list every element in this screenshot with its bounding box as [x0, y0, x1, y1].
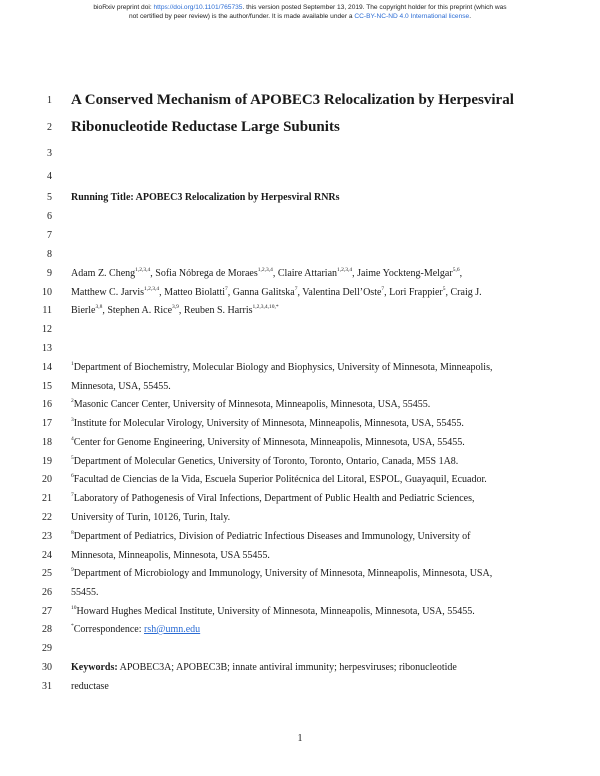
author-affiliation: 3,8: [95, 304, 103, 310]
line-number: 22: [42, 512, 52, 523]
line-number: 28: [42, 624, 52, 635]
paper-title-line-1: A Conserved Mechanism of APOBEC3 Relocalization by Herpesviral: [71, 92, 514, 108]
line-number: 29: [42, 643, 52, 654]
author-affiliation: 7: [381, 286, 385, 292]
author-affiliation: 5,6: [452, 267, 460, 273]
author-name: Adam Z. Cheng: [71, 268, 136, 279]
author-affiliation: 5: [442, 286, 446, 292]
author-affiliation: 1,2,3,4: [144, 286, 160, 292]
paper-title-line-2: Ribonucleotide Reductase Large Subunits: [71, 119, 340, 135]
author-name: Matteo Biolatti: [164, 287, 225, 298]
line-number: 18: [42, 437, 52, 448]
line-number: 26: [42, 587, 52, 598]
author-line-2: Matthew C. Jarvis$^{1,2,3,4}$, Matteo Biolatti$^7$, Ganna Galitska$^7$, Valentina Dell’Oste$^7$, Lori Frappier$^5$, Craig J.: [71, 286, 482, 298]
affiliation-4: $^4$Center for Genome Engineering, University of Minnesota, Minneapolis, Minnesota, USA, 55455.: [71, 436, 465, 448]
line-number: 17: [42, 418, 52, 429]
affiliation-8: $^8$Department of Pediatrics, Division of Pediatric Infectious Diseases and Immunology, University of: [71, 530, 471, 542]
author-name: Lori Frappier: [389, 287, 443, 298]
author-affiliation: 3,9: [172, 304, 179, 310]
line-number: 2: [47, 122, 52, 133]
line-number: 23: [42, 531, 52, 542]
keywords-cont: reductase: [71, 681, 109, 692]
license-link[interactable]: CC-BY-NC-ND 4.0 International license: [354, 12, 470, 20]
line-number: 3: [47, 148, 52, 159]
author-affiliation: 1,2,3,4,10,*: [252, 304, 279, 310]
line-number: 30: [42, 662, 52, 673]
author-name: Valentina Dell’Oste: [302, 287, 382, 298]
correspondence: *Correspondence: rsh@umn.edu: [71, 623, 201, 635]
correspondence-email-link[interactable]: rsh@umn.edu: [144, 624, 201, 635]
keywords-label: Keywords:: [71, 662, 118, 673]
page-number: 1: [297, 733, 303, 744]
line-number: 13: [42, 343, 52, 354]
line-number: 27: [42, 606, 52, 617]
keywords: Keywords: APOBEC3A; APOBEC3B; innate antiviral immunity; herpesviruses; ribonucleotide: [71, 662, 457, 673]
author-affiliation: 1,2,3,4: [337, 267, 353, 273]
affiliation-7-cont: University of Turin, 10126, Turin, Italy.: [71, 512, 231, 523]
affiliation-9-cont: 55455.: [71, 587, 99, 598]
line-number: 21: [42, 493, 52, 504]
running-title: Running Title: APOBEC3 Relocalization by Herpesviral RNRs: [71, 192, 340, 203]
author-name: Reuben S. Harris: [183, 305, 253, 316]
line-number: 24: [42, 550, 52, 561]
line-number: 14: [42, 362, 52, 373]
affiliation-1-cont: Minnesota, USA, 55455.: [71, 381, 171, 392]
line-number: 25: [42, 568, 52, 579]
line-number: 20: [42, 474, 52, 485]
author-affiliation: 1,2,3,4: [135, 267, 151, 273]
author-affiliation: 1,2,3,4: [257, 267, 273, 273]
line-number: 1: [47, 95, 52, 106]
line-number: 12: [42, 324, 52, 335]
line-number: 15: [42, 381, 52, 392]
affiliation-8-cont: Minnesota, Minneapolis, Minnesota, USA 55455.: [71, 550, 270, 561]
line-number: 9: [47, 268, 52, 279]
author-line-1: Adam Z. Cheng$^{1,2,3,4}$, Sofia Nóbrega de Moraes$^{1,2,3,4}$, Claire Attarian$^{1,2,3,4}$, Jaime Yockteng-Melgar$^{5,6}$,: [71, 267, 463, 279]
line-number: 5: [47, 192, 52, 203]
line-number: 6: [47, 211, 52, 222]
line-number: 16: [42, 399, 52, 410]
affiliation-1: $^1$Department of Biochemistry, Molecular Biology and Biophysics, University of Minnesota, Minneapolis,: [71, 361, 493, 373]
affiliation-10: $^{10}$Howard Hughes Medical Institute, University of Minnesota, Minneapolis, Minnesota, USA, 55455.: [71, 605, 475, 617]
preprint-header: [0, 4, 600, 21]
header-line-1: bioRxiv preprint doi: https://doi.org/10.1101/765735. this version posted September 13, 2019. The copyright holder for this preprint (which was: [93, 4, 507, 11]
line-number: 8: [47, 249, 52, 260]
line-number: 11: [42, 305, 52, 316]
author-name: Jaime Yockteng-Melgar: [357, 268, 453, 279]
author-line-3: Bierle$^{3,8}$, Stephen A. Rice$^{3,9}$, Reuben S. Harris$^{1,2,3,4,10,*}$: [71, 304, 279, 316]
affiliation-6: $^6$Facultad de Ciencias de la Vida, Escuela Superior Politécnica del Litoral, ESPOL, Guayaquil, Ecuador.: [71, 473, 487, 485]
header-line-2: not certified by peer review) is the author/funder. It is made available under a CC-BY-NC-ND 4.0 International license.: [128, 12, 472, 20]
author-affiliation: 7: [294, 286, 298, 292]
affiliation-9: $^9$Department of Microbiology and Immunology, University of Minnesota, Minneapolis, Minnesota, USA,: [71, 567, 493, 579]
affiliation-3: $^3$Institute for Molecular Virology, University of Minnesota, Minneapolis, Minnesota, USA, 55455.: [71, 417, 464, 429]
line-number: 7: [47, 230, 52, 241]
doi-link[interactable]: https://doi.org/10.1101/765735: [153, 4, 243, 11]
line-number: 19: [42, 456, 52, 467]
line-number: 31: [42, 681, 52, 692]
author-name: Stephen A. Rice: [107, 305, 173, 316]
author-name: Ganna Galitska: [232, 287, 295, 298]
affiliation-2: $^2$Masonic Cancer Center, University of Minnesota, Minneapolis, Minnesota, USA, 55455.: [71, 398, 431, 410]
author-name: Claire Attarian: [277, 268, 338, 279]
line-number: 4: [47, 171, 52, 182]
line-number: 10: [42, 287, 52, 298]
author-name: Matthew C. Jarvis: [71, 287, 145, 298]
author-name: Sofia Nóbrega de Moraes: [155, 268, 258, 279]
affiliation-5: $^5$Department of Molecular Genetics, University of Toronto, Toronto, Ontario, Canada, M5S 1A8.: [71, 455, 459, 467]
affiliation-7: $^7$Laboratory of Pathogenesis of Viral Infections, Department of Public Health and Pediatric Sciences,: [71, 492, 475, 504]
author-affiliation: 7: [225, 286, 228, 292]
